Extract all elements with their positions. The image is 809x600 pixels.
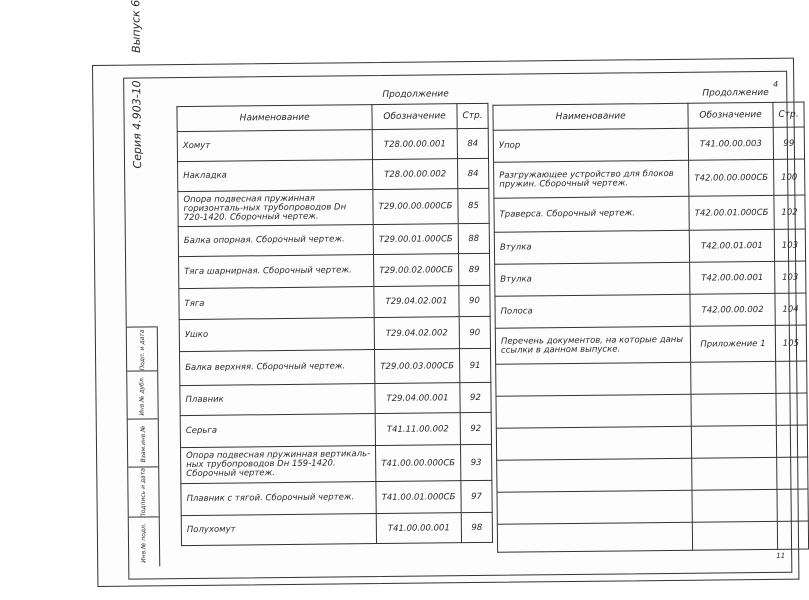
row-code: Т41.00.01.000СБ — [376, 481, 461, 514]
table-row — [177, 128, 488, 161]
header-name: Наименование — [177, 105, 372, 132]
row-name — [497, 522, 692, 552]
table-row — [180, 382, 491, 415]
row-code: Т41.00.00.000СБ — [376, 445, 461, 482]
table-row — [179, 285, 490, 319]
page-number: 4 — [773, 79, 779, 89]
row-name — [496, 394, 691, 428]
left-continuation: Продолжение — [382, 89, 449, 100]
left-index-table — [176, 103, 493, 546]
row-code: Т29.04.02.002 — [374, 317, 459, 350]
row-name: Плавник с тягой. Сборочный чертеж. — [181, 482, 376, 516]
row-name: Тяга шарнирная. Сборочный чертеж. — [179, 255, 374, 289]
header-code: Обозначение — [688, 102, 773, 128]
header-code: Обозначение — [372, 104, 457, 130]
row-name: Опора подвесная пружинная вертикаль-ных трубопроводов Dн 159-1420. Сборочный чертеж. — [181, 446, 377, 484]
row-code: Т42.00.01.000СБ — [689, 195, 774, 230]
table-header-row — [493, 102, 804, 130]
right-continuation: Продолжение — [702, 87, 769, 99]
row-page — [777, 457, 808, 489]
row-page: 85 — [458, 188, 489, 223]
row-name: Ушко — [179, 318, 374, 352]
row-name: Плавник — [180, 384, 375, 416]
row-page: 88 — [458, 223, 489, 253]
row-page: 98 — [461, 512, 492, 542]
side-cell: Инв.№ дубл. — [127, 370, 158, 419]
row-name — [496, 362, 691, 396]
table-row — [181, 480, 492, 515]
drawing-sheet — [92, 0, 800, 587]
row-page — [776, 393, 807, 425]
row-name: Тяга — [179, 287, 374, 320]
row-code — [692, 489, 777, 522]
row-name: Хомут — [177, 130, 372, 162]
row-name: Траверса. Сборочный чертеж. — [494, 196, 689, 232]
table-row — [495, 325, 806, 364]
row-code — [691, 361, 776, 394]
row-code: Т28.00.00.002 — [373, 159, 458, 190]
series-label — [129, 0, 144, 169]
row-code — [692, 521, 777, 550]
row-page — [776, 425, 807, 457]
table-row — [181, 512, 492, 545]
row-code: Т41.11.00.002 — [375, 413, 460, 446]
row-name: Опора подвесная пружинная горизонталь-ных трубопроводов Dн 720-1420. Сборочный чертеж. — [178, 190, 373, 227]
table-row — [180, 412, 491, 447]
row-page: 100 — [773, 159, 804, 195]
row-code: Т29.00.00.000СБ — [373, 189, 458, 225]
table-row — [496, 393, 807, 428]
row-name — [497, 458, 692, 492]
table-row — [497, 489, 808, 524]
row-name: Накладка — [178, 160, 373, 192]
row-name: Разгружающее устройство для блоков пружин. Сборочный чертеж. — [494, 160, 690, 198]
table-row — [496, 361, 807, 396]
header-name: Наименование — [493, 103, 688, 130]
row-page: 103 — [774, 229, 805, 261]
row-code: Приложение 1 — [690, 325, 775, 362]
row-page — [776, 361, 807, 393]
table-row — [180, 348, 491, 385]
table-row — [494, 159, 805, 198]
row-code: Т42.00.00.001 — [690, 261, 775, 294]
row-code: Т42.00.00.000СБ — [689, 159, 774, 196]
row-page: 93 — [460, 444, 491, 480]
table-row — [178, 158, 489, 191]
row-page: 90 — [459, 316, 490, 348]
row-name: Перечень документов, на которые даны ссылки в данном выпуске. — [495, 326, 691, 364]
row-code: Т29.00.01.000СБ — [373, 224, 458, 255]
table-row — [495, 261, 806, 296]
table-row — [178, 223, 489, 256]
row-page: 102 — [774, 195, 805, 229]
row-code: Т29.00.02.000СБ — [374, 254, 459, 287]
row-code: Т41.00.00.003 — [688, 127, 773, 160]
row-code: Т29.00.03.000СБ — [375, 349, 460, 384]
table-row — [494, 229, 805, 264]
table-row — [495, 293, 806, 328]
corner-mark: 11 — [776, 551, 786, 560]
row-name — [497, 490, 692, 524]
row-code: Т29.04.00.001 — [375, 383, 460, 414]
issue-number: Выпуск 6 — [129, 0, 143, 53]
series-number: Серия 4.903-10 — [130, 80, 145, 169]
row-code — [692, 457, 777, 490]
row-name: Втулка — [494, 230, 689, 264]
row-name: Упор — [493, 128, 688, 162]
row-page: 90 — [459, 285, 490, 316]
row-page: 99 — [773, 127, 804, 159]
row-code — [691, 393, 776, 426]
row-page — [777, 521, 808, 549]
header-page: Стр. — [773, 102, 804, 127]
row-page: 105 — [775, 325, 806, 361]
side-cell: Подпись и дата — [128, 466, 159, 517]
row-name — [496, 426, 691, 460]
table-row — [497, 521, 808, 552]
table-row — [493, 127, 804, 162]
row-name: Полухомут — [181, 514, 376, 546]
table-row — [179, 253, 490, 288]
right-index-table — [492, 102, 809, 553]
row-page: 89 — [458, 253, 489, 285]
table-row — [496, 425, 807, 460]
row-code: Т28.00.00.001 — [372, 129, 457, 160]
row-code: Т29.04.02.001 — [374, 286, 459, 318]
side-cell: Взам.инв.№ — [128, 418, 159, 467]
row-code: Т42.00.01.001 — [689, 229, 774, 262]
row-page: 104 — [775, 293, 806, 325]
row-page: 103 — [774, 261, 805, 293]
row-name: Серьга — [180, 414, 375, 448]
row-name: Балка опорная. Сборочный чертеж. — [178, 225, 373, 257]
row-page — [777, 489, 808, 521]
row-name: Балка верхняя. Сборочный чертеж. — [180, 350, 375, 386]
side-strip — [127, 326, 161, 566]
row-page: 84 — [457, 128, 488, 158]
row-page: 97 — [461, 480, 492, 512]
inner-frame — [123, 0, 800, 580]
header-page: Стр. — [457, 103, 488, 128]
row-code — [691, 425, 776, 458]
row-page: 92 — [460, 412, 491, 444]
table-row — [181, 444, 492, 483]
table-row — [179, 316, 490, 351]
table-row — [178, 188, 489, 226]
side-cell: Подп. и дата — [127, 326, 157, 371]
row-page: 92 — [460, 382, 491, 412]
row-name: Полоса — [495, 294, 690, 328]
row-name: Втулка — [495, 262, 690, 296]
row-page: 84 — [457, 158, 488, 188]
row-code: Т42.00.00.002 — [690, 293, 775, 326]
row-code: Т41.00.00.001 — [376, 513, 461, 544]
row-page: 91 — [459, 348, 490, 382]
side-cell: Инв.№ подл. — [129, 516, 160, 567]
table-header-row — [177, 103, 488, 131]
table-row — [494, 195, 805, 232]
table-row — [497, 457, 808, 492]
